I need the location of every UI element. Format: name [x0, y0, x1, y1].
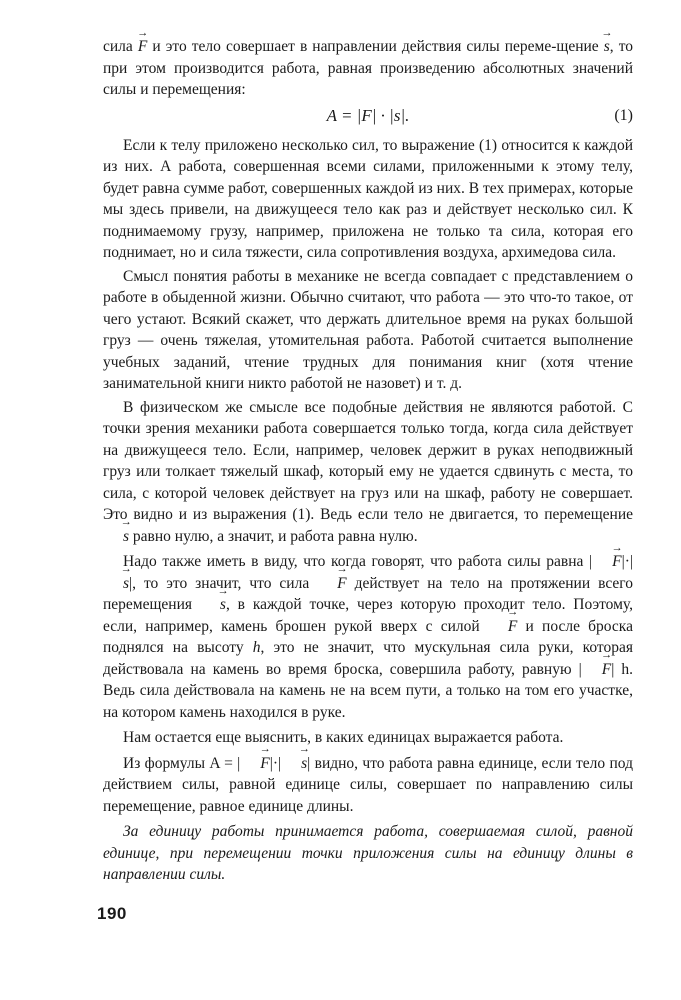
- page-number: 190: [97, 904, 127, 923]
- vector-f-symbol: → F: [317, 573, 346, 595]
- text-segment: | видно, что работа равна единице, если тело под действием силы, равной единице силы, совершает по направлению силы перемещение, равное единице длины.: [103, 754, 633, 815]
- definition-paragraph: За единицу работы принимается работа, совершаемая силой, равной единице, при перемещении точки приложения силы на единицу длины в направлении силы.: [103, 823, 633, 883]
- text-segment: |·|: [269, 754, 282, 772]
- vector-f-symbol: → F: [592, 551, 621, 573]
- paragraph-7: [103, 753, 633, 818]
- paragraph-3: Смысл понятия работы в механике не всегда совпадает с представлением о работе в обыденной жизни. Обычно считают, что работа — это что-то такое, от чего устают. Всякий скажет, что держать длительное время на руках большой груз — очень тяжелая, утомительная работа. Работой считается выполнение учебных заданий, чтение трудных для понимания книг (хотя чтение занимательной книги никто работой не назовет) и т. д.: [103, 267, 633, 392]
- formula-expression: [103, 103, 633, 129]
- text-segment: , в каждой точке, через которую проходит тело. Поэтому, если, например, камень брошен рукой вверх с силой: [103, 596, 633, 635]
- formula-work: [103, 103, 633, 129]
- text-segment: Из формулы A = |: [123, 754, 241, 772]
- text-segment: и это тело совершает в направлении действия силы переме-щение: [152, 38, 599, 55]
- paragraph-5: [103, 551, 633, 723]
- text-segment: сила: [103, 38, 133, 55]
- page-body: [103, 36, 633, 886]
- text-segment: |, то это значит, что сила: [129, 574, 310, 592]
- paragraph-2: Если к телу приложено несколько сил, то выражение (1) относится к каждой из них. А работа, совершенная всеми силами, приложенными к этому телу, будет равна сумме работ, совершенных каждой из них. В тех примерах, которые мы здесь привели, на движущееся тело как раз и действует несколько сил. К поднимаемому грузу, например, приложена не только та сила, которая его поднимает, но и сила тяжести, сила сопротивления воздуха, архимедова сила.: [103, 136, 633, 261]
- text-segment: , это не значит, что мускульная сила руки, которая действовала на камень во время броска, совершила работу, равную |: [103, 639, 634, 678]
- text-segment: , то при этом производится работа, равная произведению абсолютных значений силы и перемещения:: [103, 38, 634, 98]
- vector-f-symbol: → F: [582, 659, 611, 681]
- vector-f-symbol: → F: [488, 616, 517, 638]
- vector-s-symbol: → s: [103, 526, 129, 548]
- vector-f-symbol: → F: [240, 753, 269, 775]
- vector-s-symbol: → s: [103, 573, 129, 595]
- text-segment: равно нулю, а значит, и работа равна нулю.: [132, 527, 418, 545]
- text-segment: |·|: [621, 553, 633, 570]
- vector-s-symbol: → s: [200, 594, 226, 616]
- text-segment: и после броска поднялся на высоту: [103, 617, 633, 656]
- text-segment: Надо также иметь в виду, что когда говорят, что работа силы равна |: [123, 553, 593, 570]
- formula-text: A = |F| · |s|.: [326, 105, 410, 125]
- vector-f-symbol: → F: [138, 36, 147, 58]
- text-segment: В физическом же смысле все подобные действия не являются работой. С точки зрения механики работа совершается только тогда, когда сила действует на движущееся тело. Если, например, человек держит в руках неподвижный груз или толкает тяжелый шкаф, который ему не удается сдвинуть с места, то сила, с которой человек действует на груз или на шкаф, работу не совершает. Это видно и из выражения (1). Ведь если тело не двигается, то перемещение: [103, 398, 633, 523]
- paragraph-4: [103, 397, 633, 548]
- vector-s-symbol: → s: [604, 36, 610, 58]
- vector-s-symbol: → s: [281, 753, 307, 775]
- height-symbol: h: [252, 639, 261, 656]
- paragraph-1: [103, 36, 633, 101]
- text-segment: | h. Ведь сила действовала на камень не на всем пути, а только на том его участке, на котором камень находился в руке.: [103, 660, 634, 721]
- formula-number: (1): [614, 106, 633, 124]
- paragraph-6: Нам остается еще выяснить, в каких единицах выражается работа.: [123, 729, 564, 746]
- text-segment: действует на тело на протяжении всего перемещения: [103, 574, 633, 613]
